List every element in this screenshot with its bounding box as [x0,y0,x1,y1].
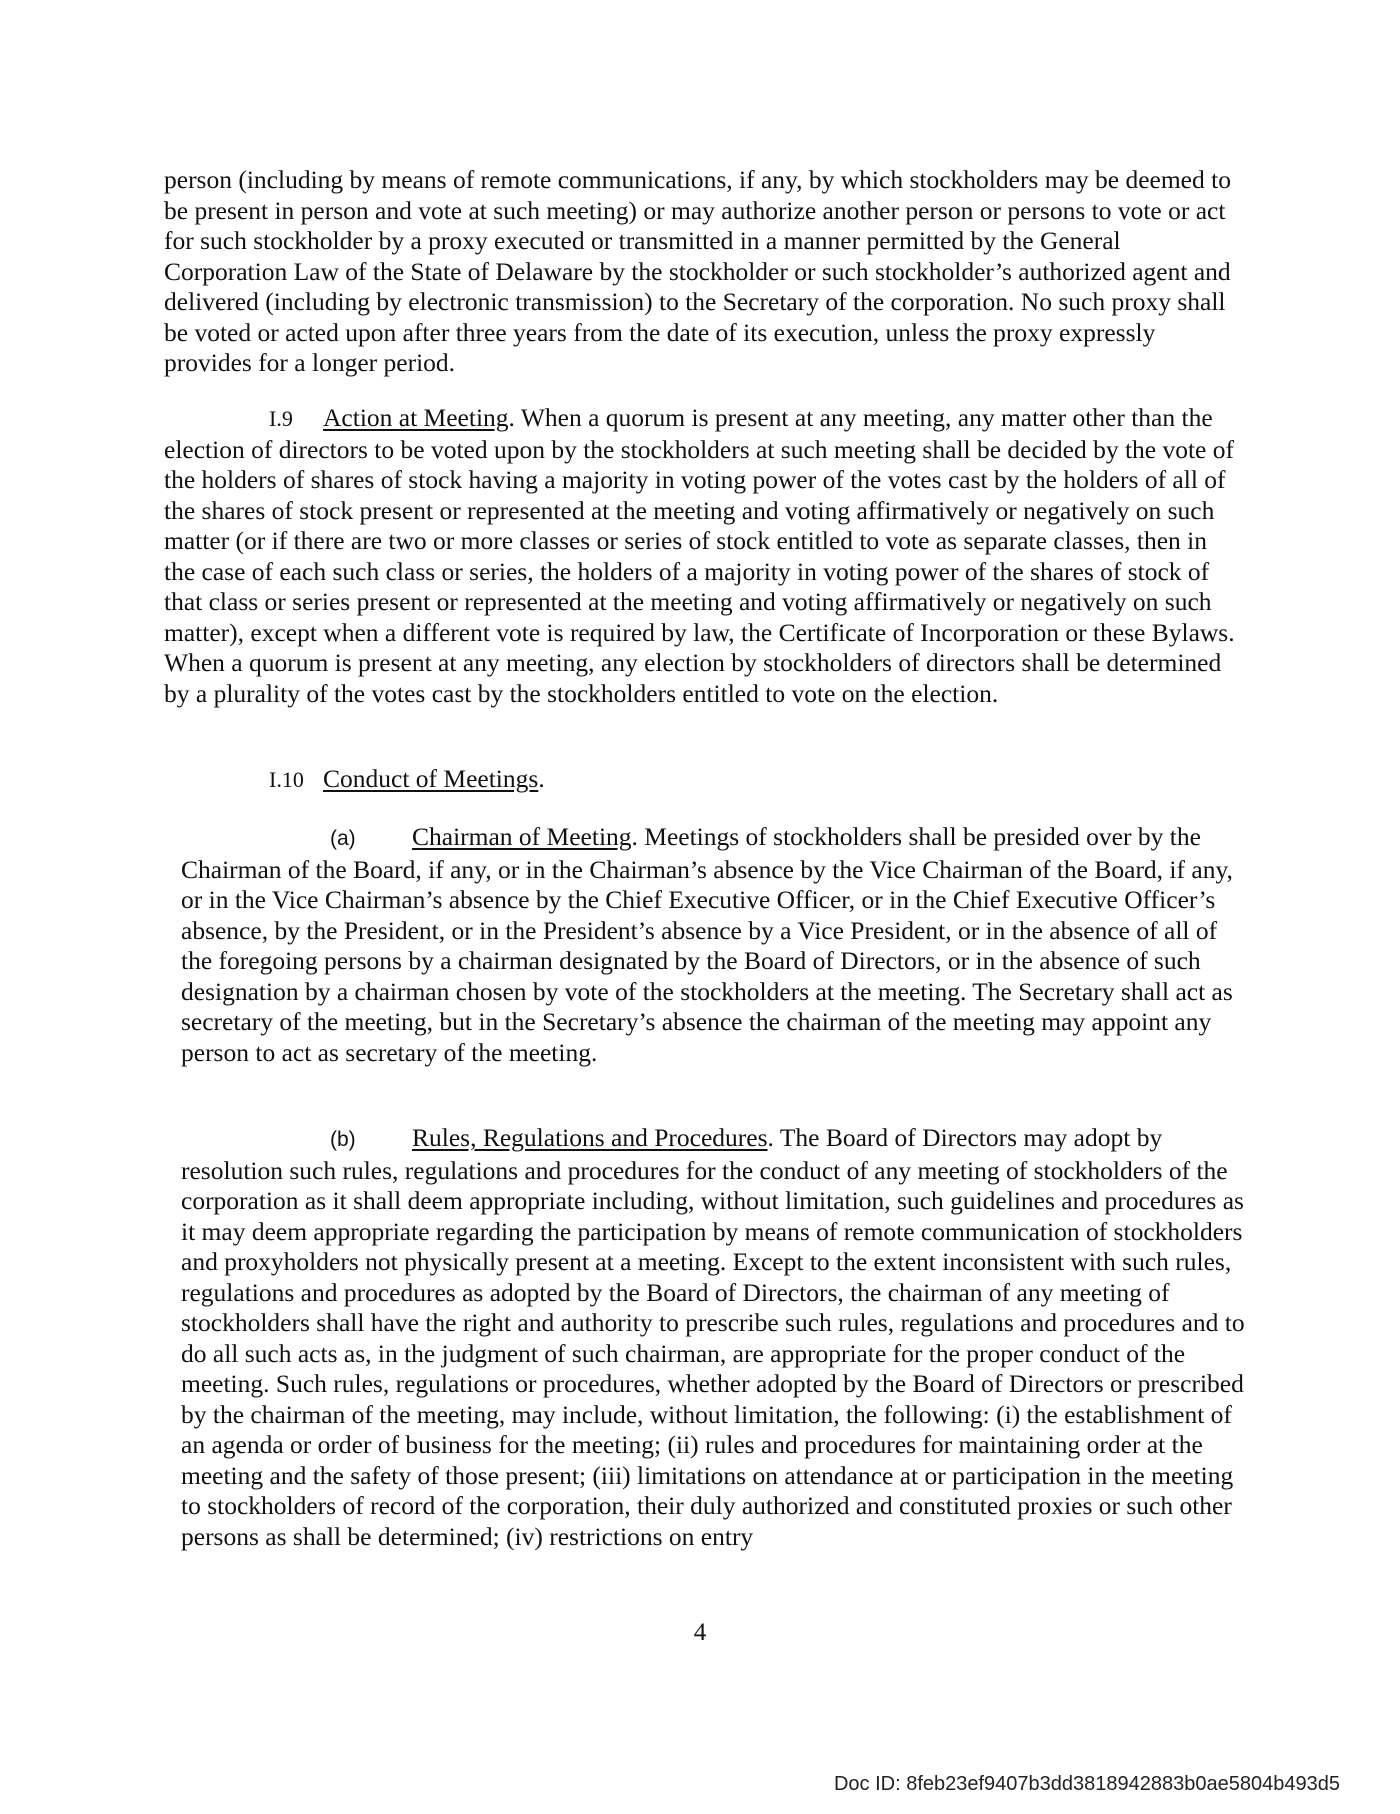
subsection-body-text: . The Board of Directors may adopt by resolution such rules, regulations and procedures for the conduct of any meeting of stockholders of the corporation as it shall deem appropriate including, without limitation, such guidelines and procedures as it may deem appropriate regarding the participation by means of remote communication of stockholders and proxyholders not physically present at a meeting. Except to the extent inconsistent with such rules, regulations and procedures as adopted by the Board of Directors, the chairman of any meeting of stockholders shall have the right and authority to prescribe such rules, regulations and procedures and to do all such acts as, in the judgment of such chairman, are appropriate for the proper conduct of the meeting. Such rules, regulations or procedures, whether adopted by the Board of Directors or prescribed by the chairman of the meeting, may include, without limitation, the following: (i) the establishment of an agenda or order of business for the meeting; (ii) rules and procedures for maintaining order at the meeting and the safety of those present; (iii) limitations on attendance at or participation in the meeting to stockholders of record of the corporation, their duly authorized and constituted proxies or such other persons as shall be determined; (iv) restrictions on entry [181,1123,1245,1551]
section-1-10-paragraph [164,764,1244,796]
subsection-a-paragraph [181,822,1251,1068]
paragraph-proxy-continuation: person (including by means of remote communications, if any, by which stockholders may be deemed to be present in person and vote at such meeting) or may authorize another person or persons to vote or act for such stockholder by a proxy executed or transmitted in a manner permitted by the General Corporation Law of the State of Delaware by the stockholder or such stockholder’s authorized agent and delivered (including by electronic transmission) to the Secretary of the corporation. No such proxy shall be voted or acted upon after three years from the date of its execution, unless the proxy expressly provides for a longer period. [164,165,1231,377]
section-number: I.9 [269,406,293,431]
section-1-9-paragraph [164,403,1244,709]
section-number: I.10 [269,767,304,792]
section-heading: Conduct of Meetings [323,764,539,793]
subsection-label: (b) [330,1128,356,1151]
section-heading-suffix: . [538,764,545,793]
subsection-body-text: . Meetings of stockholders shall be presided over by the Chairman of the Board, if any, or in the Chairman’s absence by the Vice Chairman of the Board, if any, or in the Vice Chairman’s absence by the Chief Executive Officer, or in the Chief Executive Officer’s absence, by the President, or in the President’s absence by a Vice President, or in the absence of all of the foregoing persons by a chairman designated by the Board of Directors, or in the absence of such designation by a chairman chosen by vote of the stockholders at the meeting. The Secretary shall act as secretary of the meeting, but in the Secretary’s absence the chairman of the meeting may appoint any person to act as secretary of the meeting. [181,822,1233,1067]
subsection-label: (a) [330,827,356,850]
subsection-b-paragraph [181,1123,1251,1552]
subsection-heading: Rules, Regulations and Procedures [412,1123,768,1152]
page-number: 4 [693,1619,707,1646]
section-body-text: . When a quorum is present at any meeting, any matter other than the election of directors to be voted upon by the stockholders at such meeting shall be decided by the vote of the holders of shares of stock having a majority in voting power of the votes cast by the holders of all of the shares of stock present or represented at the meeting and voting affirmatively or negatively on such matter (or if there are two or more classes or series of stock entitled to vote as separate classes, then in the case of each such class or series, the holders of a majority in voting power of the shares of stock of that class or series present or represented at the meeting and voting affirmatively or negatively on such matter), except when a different vote is required by law, the Certificate of Incorporation or these Bylaws. When a quorum is present at any meeting, any election by stockholders of directors shall be determined by a plurality of the votes cast by the stockholders entitled to vote on the election. [164,403,1235,708]
subsection-heading: Chairman of Meeting [412,822,632,851]
section-heading: Action at Meeting [323,403,509,432]
document-id-footer: Doc ID: 8feb23ef9407b3dd3818942883b0ae5804b493d5 [833,1773,1340,1795]
